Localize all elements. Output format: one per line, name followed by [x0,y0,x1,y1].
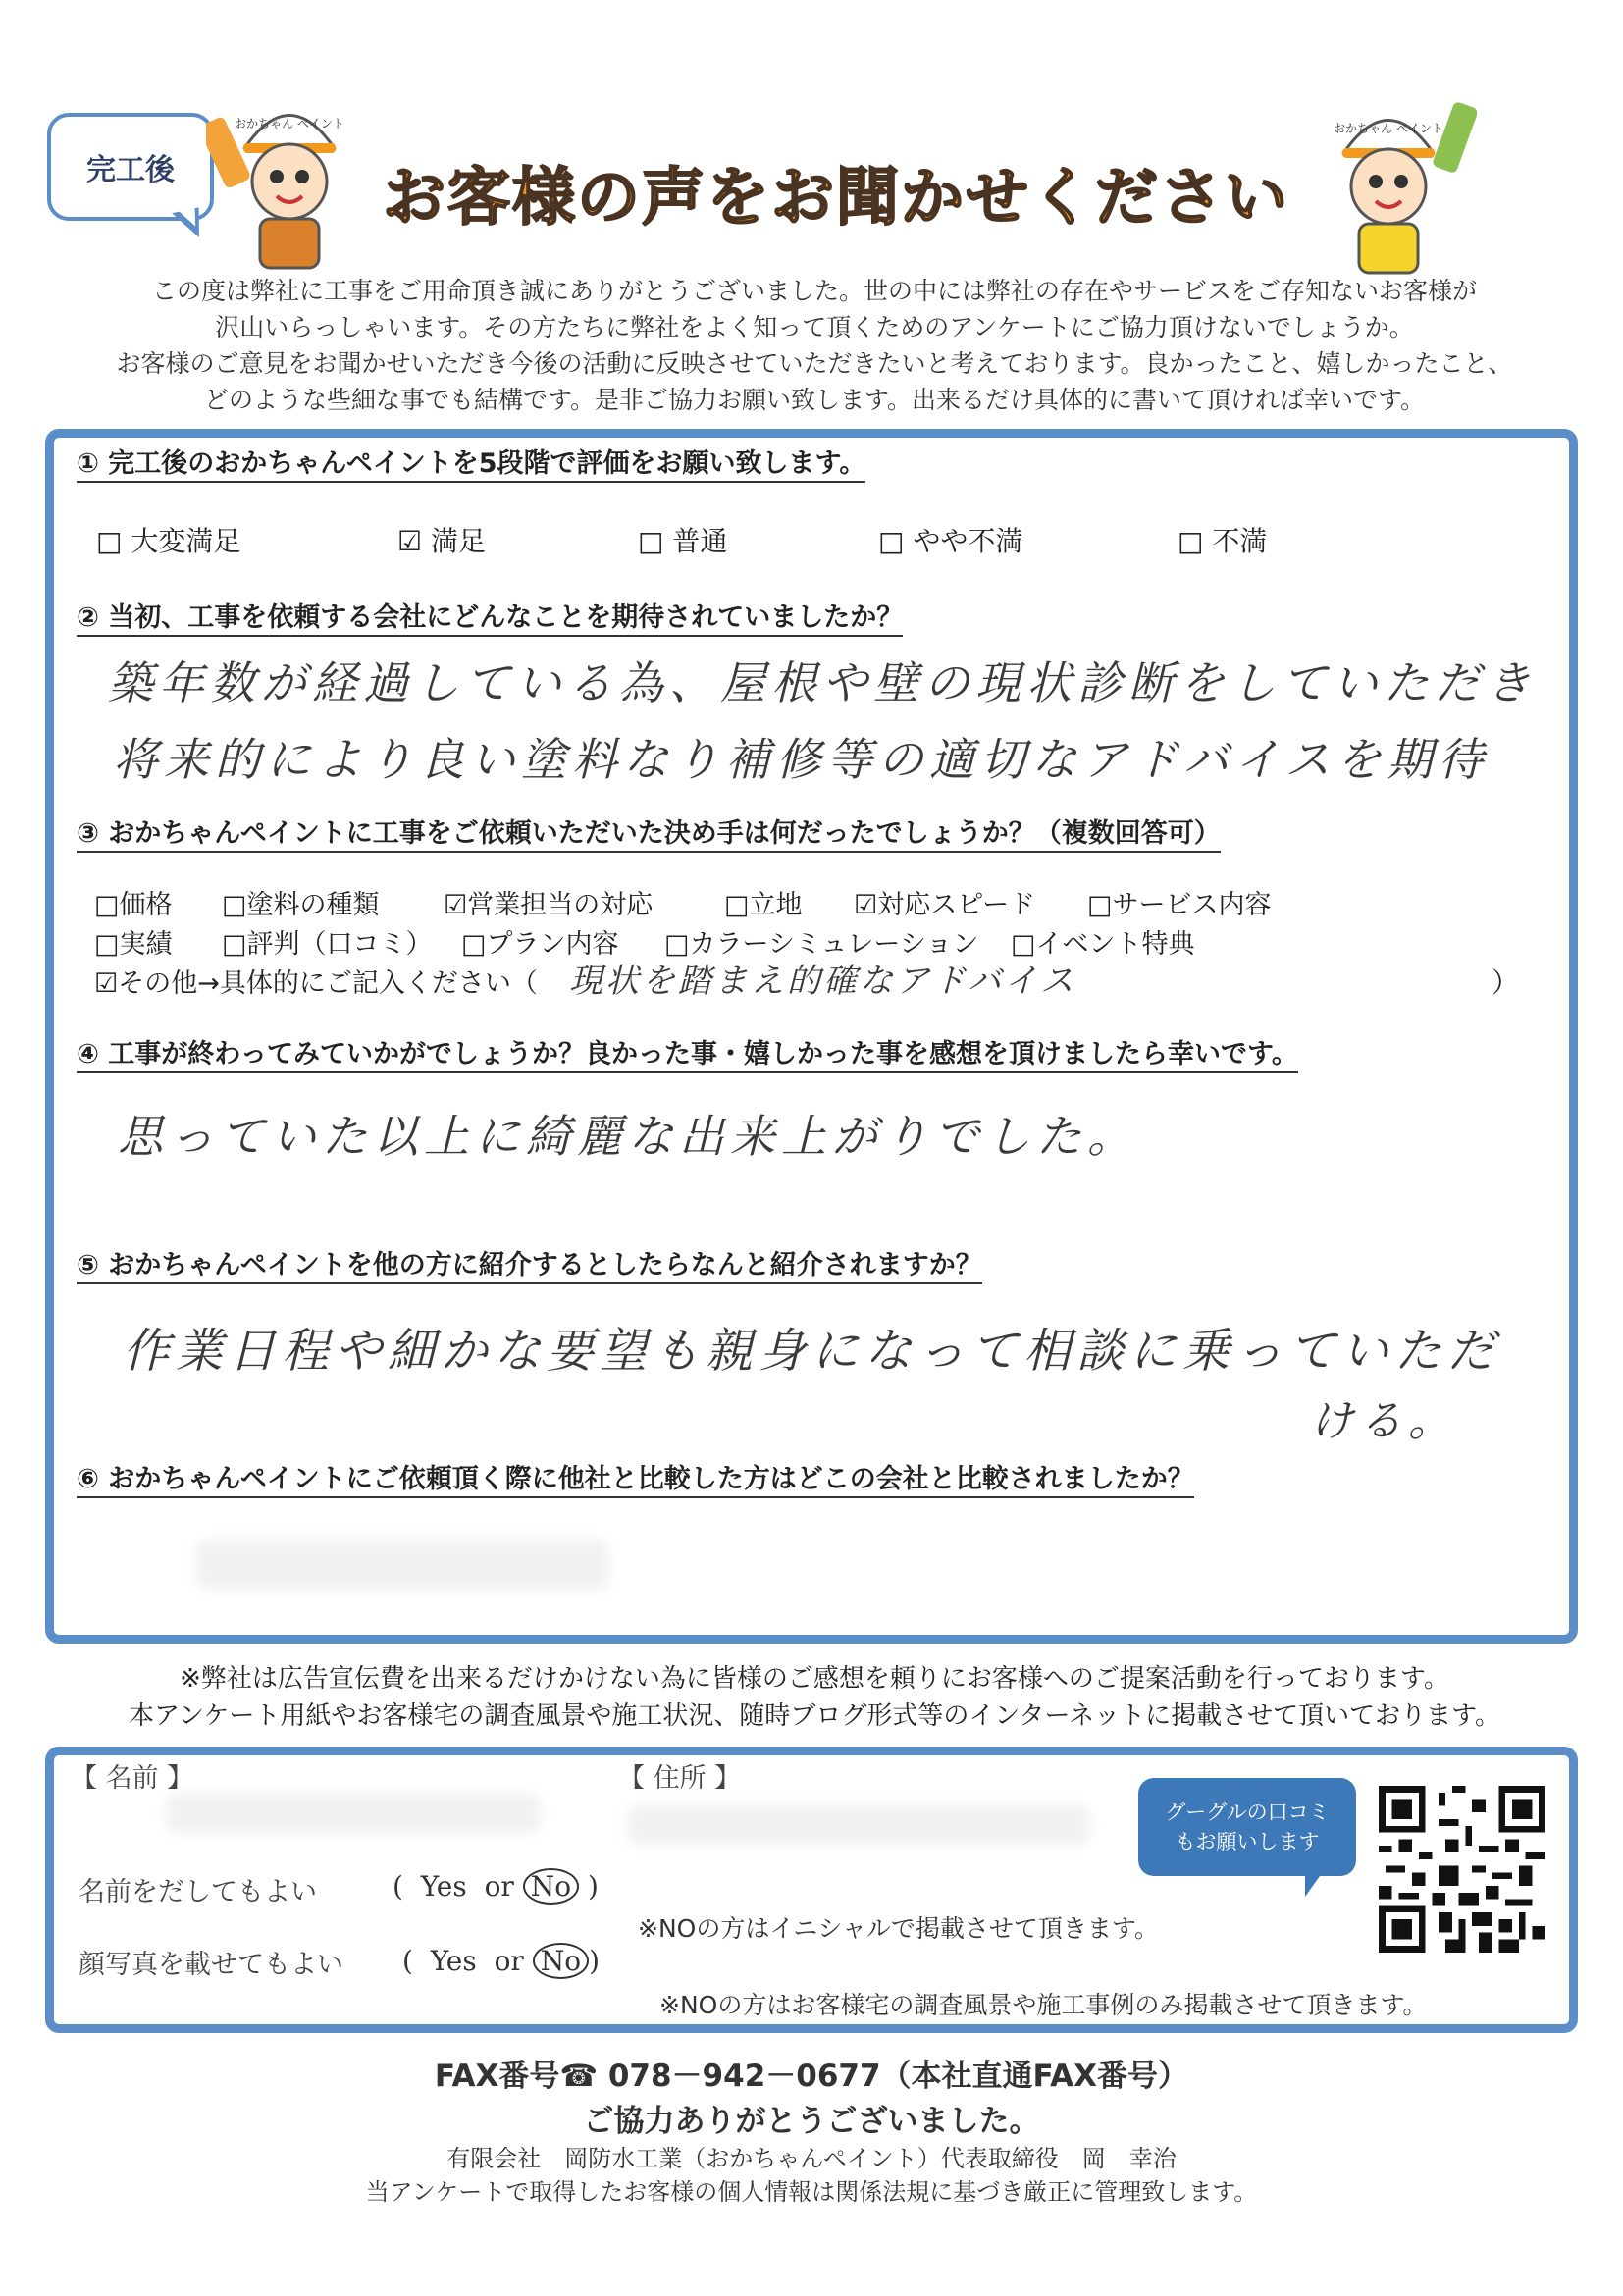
intro-line: この度は弊社に工事をご用命頂き誠にありがとうございました。世の中には弊社の存在やサービスをご存知ないお客様が [151,277,1477,305]
q3-option-service-content[interactable]: □サービス内容 [1087,890,1272,920]
q6-title: ⑥ おかちゃんペイントにご依頼頂く際に他社と比較した方はどこの会社と比較されましたか？ [77,1457,1194,1498]
q3-option-response-speed[interactable]: ☑対応スピード [854,890,1036,920]
q3-option-other[interactable]: ☑その他→具体的にご記入ください（ [94,968,538,999]
photo-ok-no[interactable]: No [533,1943,589,1979]
photo-ok-open-paren: ( [402,1945,413,1977]
name-ok-label: 名前をだしてもよい [79,1877,317,1907]
name-ok-no[interactable]: No [523,1868,579,1905]
google-review-bubble [1138,1778,1356,1876]
mascot-left-cap-text: おかちゃん ペイント [235,117,344,130]
intro-line: お客様のご意見をお聞かせいただき今後の活動に反映させていただきたいと考えております。良かったこと、嬉しかったこと、 [116,349,1513,378]
badge-tail-inner [176,204,199,230]
photo-note: ※NOの方はお客様宅の調査風景や施工事例のみ掲載させて頂きます。 [659,1991,1428,2019]
google-bubble-text: グーグルの口コミ もお願いします [1165,1800,1330,1853]
name-label: 【 名前 】 [71,1763,194,1794]
fax-number: FAX番号☎ 078－942－0677（本社直通FAX番号） [434,2059,1189,2094]
photo-ok-close-paren: ) [589,1945,601,1977]
google-bubble-tail [1305,1869,1325,1897]
mascot-right-icon [1310,83,1477,280]
q3-option-plan[interactable]: □プラン内容 [461,929,619,960]
mascot-right-cap-text: おかちゃん ペイント [1334,122,1443,135]
q3-option-track-record[interactable]: □実績 [94,929,173,960]
q1-option-dissatisfied[interactable]: □ 不満 [1178,525,1268,557]
q3-option-color-simulation[interactable]: □カラーシミュレーション [664,929,979,960]
q2-answer-line-1: 築年数が経過している為、屋根や壁の現状診断をしていただき [108,656,1537,709]
q3-option-event-bonus[interactable]: □イベント特典 [1011,929,1195,960]
q1-option-slightly-dissatisfied[interactable]: □ やや不満 [878,525,1023,557]
page-title: お客様の声をお聞かせください [383,162,1289,235]
name-ok-or: or [484,1870,514,1903]
name-ok-open-paren: ( [393,1870,403,1903]
intro-text [59,273,1570,418]
photo-ok-label: 顔写真を載せてもよい [79,1950,343,1980]
q1-option-neutral[interactable]: □ 普通 [638,525,728,557]
photo-ok-choice[interactable] [402,1943,600,1979]
name-ok-yes[interactable]: Yes [420,1870,467,1903]
q3-option-price[interactable]: □価格 [94,890,173,920]
q3-other-answer: 現状を踏まえ的確なアドバイス [569,962,1076,1001]
name-note: ※NOの方はイニシャルで掲載させて頂きます。 [638,1914,1159,1943]
q3-title: ③ おかちゃんペイントに工事をご依頼いただいた決め手は何だったでしょうか？（複数回答可） [77,811,1221,853]
q1-option-very-satisfied[interactable]: □ 大変満足 [96,525,241,557]
mascot-left-icon [206,78,373,275]
photo-ok-or: or [494,1945,524,1977]
q3-other-close: ） [1492,966,1520,999]
q3-option-sales-response[interactable]: ☑営業担当の対応 [444,890,654,920]
q3-option-paint-type[interactable]: □塗料の種類 [222,890,380,920]
q6-blurred-answer [196,1540,608,1590]
publication-note [69,1660,1560,1735]
name-ok-choice[interactable] [393,1868,599,1905]
q1-option-satisfied[interactable]: ☑ 満足 [397,525,487,557]
photo-ok-yes[interactable]: Yes [430,1945,477,1977]
name-ok-close-paren: ) [587,1870,599,1903]
q4-answer: 思っていた以上に綺麗な出来上がりでした。 [118,1110,1138,1163]
privacy-notice: 当アンケートで取得したお客様の個人情報は関係法規に基づき厳正に管理致します。 [365,2178,1258,2206]
q4-title: ④ 工事が終わってみていかがでしょうか？良かった事・嬉しかった事を感想を頂けましたら幸いです。 [77,1032,1298,1073]
q3-option-location[interactable]: □立地 [724,890,803,920]
q5-answer-line-1: 作業日程や細かな要望も親身になって相談に乗っていただ [123,1324,1501,1379]
q5-title: ⑤ おかちゃんペイントを他の方に紹介するとしたらなんと紹介されますか？ [77,1243,982,1284]
q1-title: ① 完工後のおかちゃんペイントを5段階で評価をお願い致します。 [77,442,865,483]
note-line: ※弊社は広告宣伝費を出来るだけかけない為に皆様のご感想を頼りにお客様へのご提案活動を行っております。 [180,1664,1449,1694]
q2-answer-line-2: 将来的により良い塗料なり補修等の適切なアドバイスを期待 [113,733,1490,786]
note-line: 本アンケート用紙やお客様宅の調査風景や施工状況、随時ブログ形式等のインターネットに掲載させて頂いております。 [128,1701,1501,1731]
company-info: 有限会社 岡防水工業（おかちゃんペイント）代表取締役 岡 幸治 [446,2145,1177,2172]
address-blurred-value [628,1805,1089,1845]
completion-badge: 完工後 [47,113,214,221]
thanks-message: ご協力ありがとうございました。 [583,2104,1040,2139]
intro-line: どのような些細な事でも結構です。是非ご協力お願い致します。出来るだけ具体的に書いて頂ければ幸いです。 [203,386,1425,414]
q5-answer-line-2: ける。 [1310,1396,1457,1446]
address-label: 【 住所 】 [618,1763,742,1794]
name-blurred-value [167,1794,540,1833]
q2-title: ② 当初、工事を依頼する会社にどんなことを期待されていましたか？ [77,596,903,637]
q3-option-reputation[interactable]: □評判（口コミ） [222,929,433,960]
intro-line: 沢山いらっしゃいます。その方たちに弊社をよく知って頂くためのアンケートにご協力頂けないでしょうか。 [215,313,1414,341]
qr-code-icon[interactable] [1379,1786,1545,1953]
